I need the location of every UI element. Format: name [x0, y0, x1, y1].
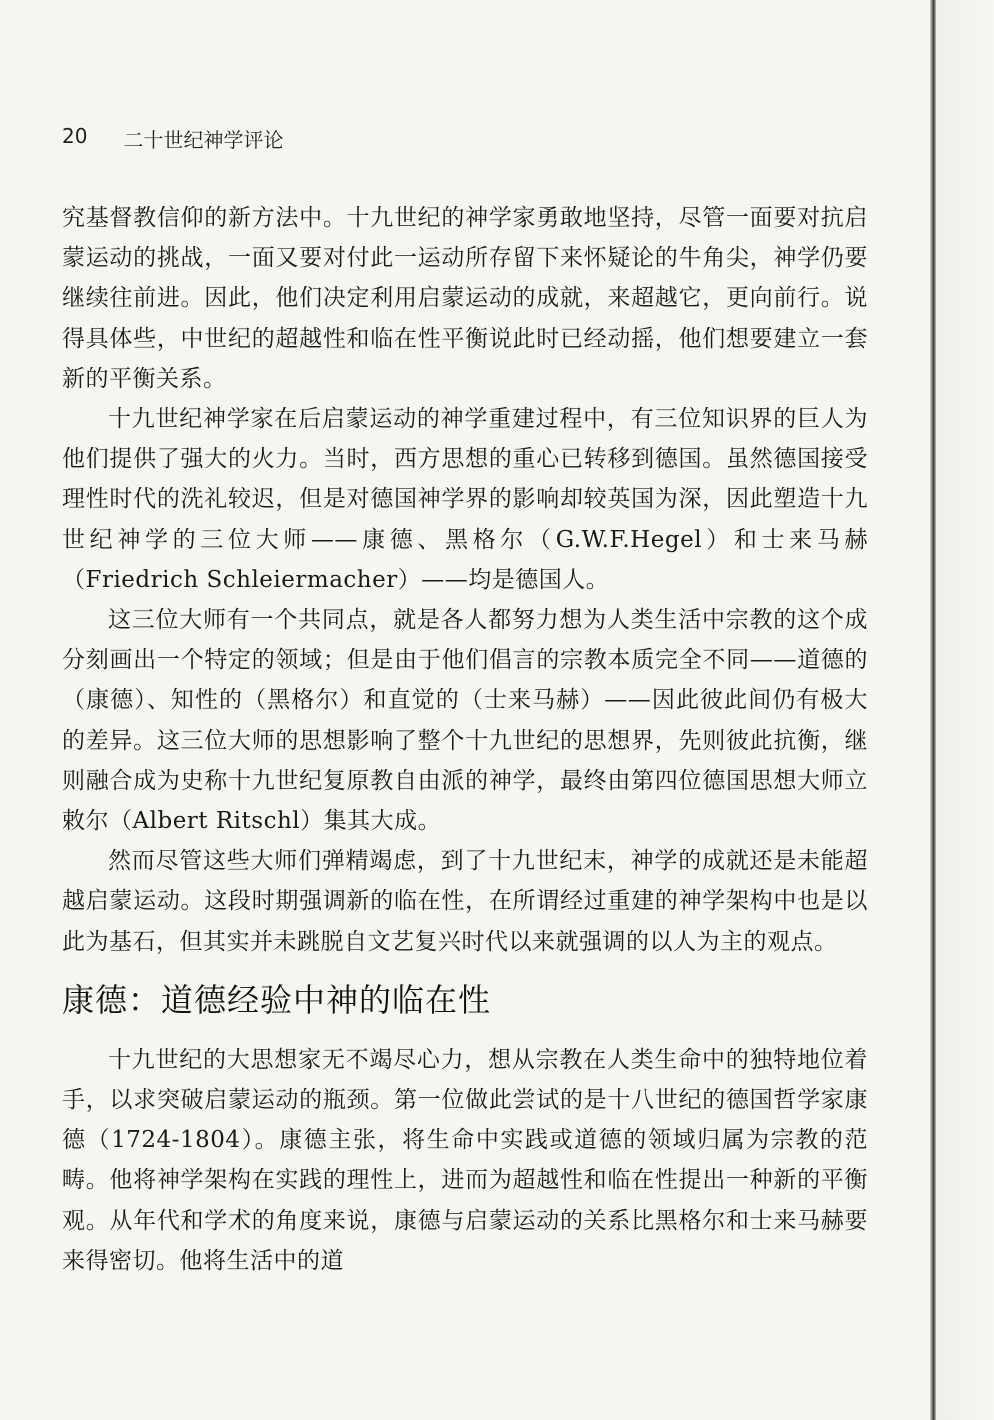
paragraph: 十九世纪神学家在后启蒙运动的神学重建过程中，有三位知识界的巨人为他们提供了强大的火力。当时，西方思想的重心已转移到德国。虽然德国接受理性时代的洗礼较迟，但是对德国神学界的影响却较英国为深，因此塑造十九世纪神学的三位大师——康德、黑格尔（G.W.F.Hegel）和士来马赫（Friedrich Schleiermacher）——均是德国人。 [62, 406, 868, 593]
paragraph: 然而尽管这些大师们弹精竭虑，到了十九世纪末，神学的成就还是未能超越启蒙运动。这段时期强调新的临在性，在所谓经过重建的神学架构中也是以此为基石，但其实并未跳脱自文艺复兴时代以来就强调的以人为主的观点。 [62, 848, 868, 955]
page-number: 20 [62, 124, 88, 148]
binding-edge [930, 0, 936, 1420]
book-title: 二十世纪神学评论 [123, 128, 284, 152]
section-heading: 康德：道德经验中神的临在性 [62, 980, 492, 1019]
paragraph: 这三位大师有一个共同点，就是各人都努力想为人类生活中宗教的这个成分刻画出一个特定的领域；但是由于他们倡言的宗教本质完全不同——道德的（康德）、知性的（黑格尔）和直觉的（士来马赫）——因此彼此间仍有极大的差异。这三位大师的思想影响了整个十九世纪的思想界，先则彼此抗衡，继则融合成为史称十九世纪复原教自由派的神学，最终由第四位德国思想大师立敕尔（Albert Ritschl）集其大成。 [62, 607, 868, 835]
page-body [62, 198, 868, 1281]
running-header [62, 124, 283, 153]
page-gutter [936, 0, 994, 1420]
paragraph: 十九世纪的大思想家无不竭尽心力，想从宗教在人类生命中的独特地位着手，以求突破启蒙运动的瓶颈。第一位做此尝试的是十八世纪的德国哲学家康德（1724-1804）。康德主张，将生命中实践或道德的领域归属为宗教的范畴。他将神学架构在实践的理性上，进而为超越性和临在性提出一种新的平衡观。从年代和学术的角度来说，康德与启蒙运动的关系比黑格尔和士来马赫要来得密切。他将生活中的道 [62, 1046, 868, 1274]
paragraph: 究基督教信仰的新方法中。十九世纪的神学家勇敢地坚持，尽管一面要对抗启蒙运动的挑战，一面又要对付此一运动所存留下来怀疑论的牛角尖，神学仍要继续往前进。因此，他们决定利用启蒙运动的成就，来超越它，更向前行。说得具体些，中世纪的超越性和临在性平衡说此时已经动摇，他们想要建立一套新的平衡关系。 [62, 205, 868, 392]
